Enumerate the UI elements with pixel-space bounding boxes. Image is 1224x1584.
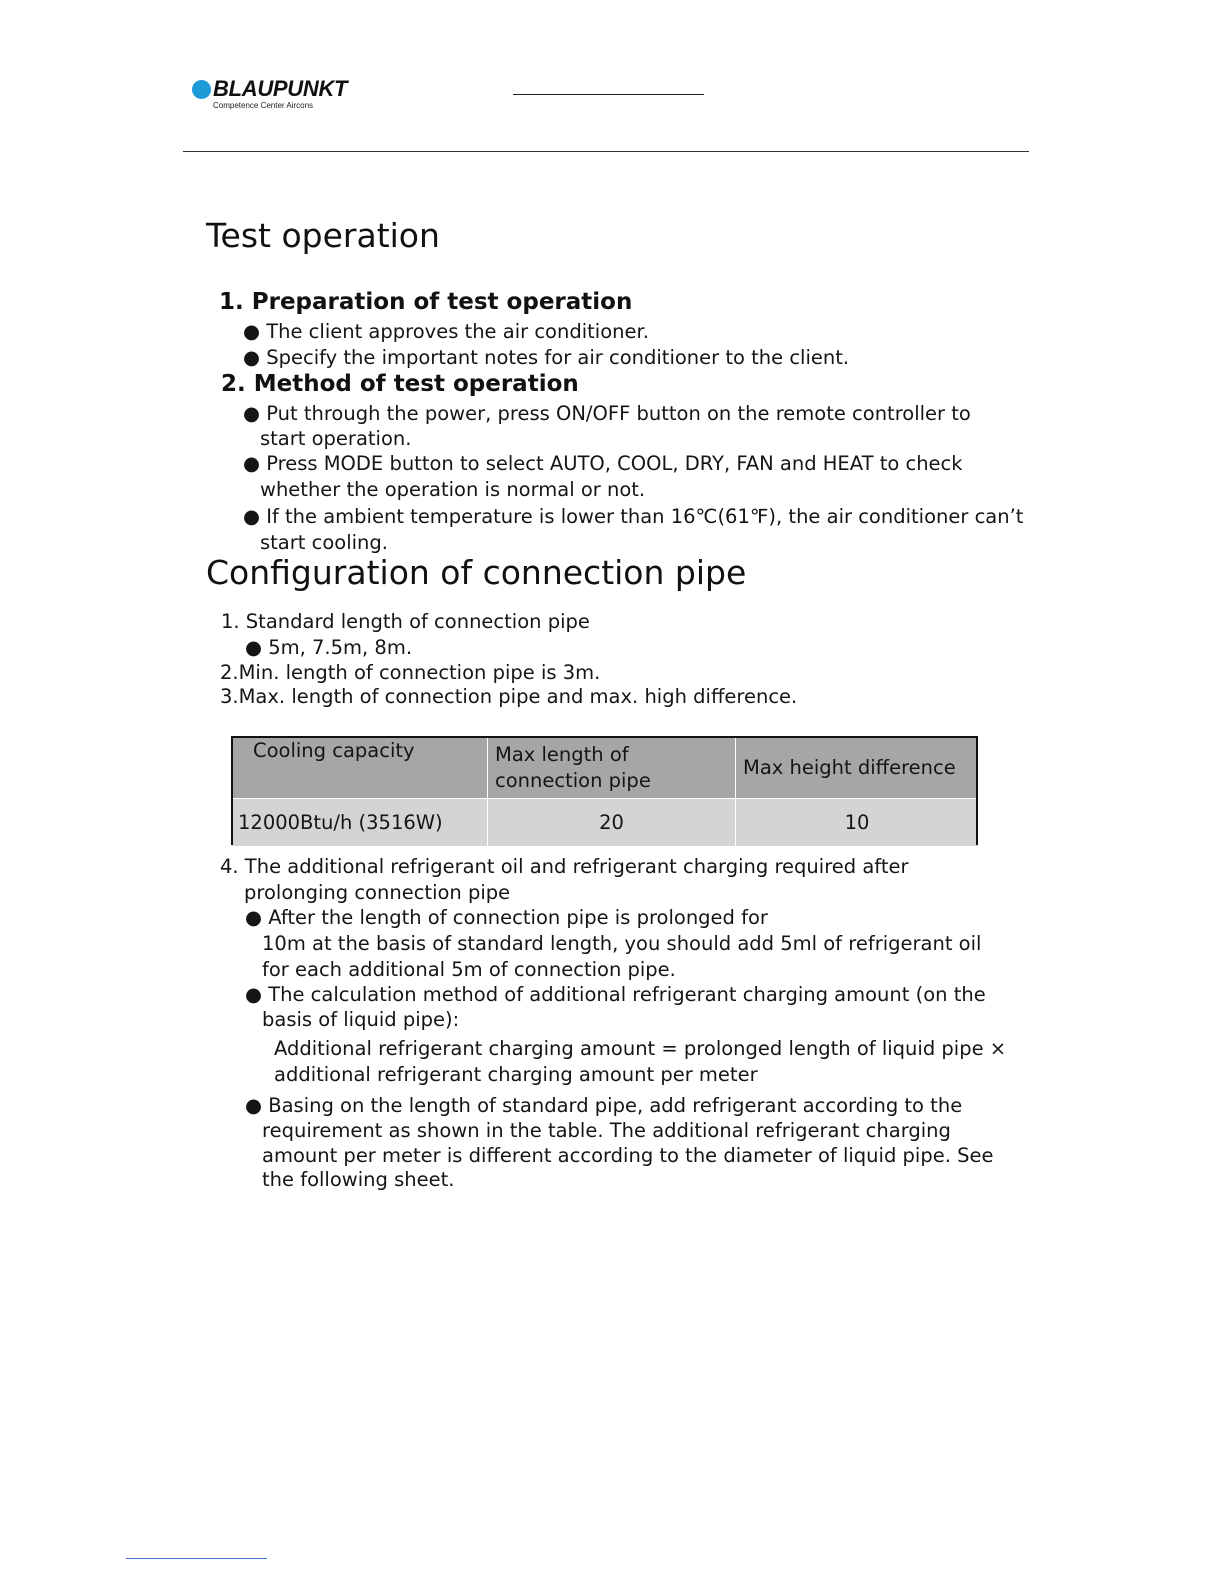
- list-item: ● Put through the power, press ON/OFF button on the remote controller to: [243, 402, 971, 425]
- table-header-cell: [736, 737, 979, 799]
- list-item: 2.Min. length of connection pipe is 3m.: [220, 661, 601, 684]
- list-item: ● If the ambient temperature is lower than 16℃(61℉), the air conditioner can’t: [243, 505, 1024, 528]
- table-row: [232, 799, 979, 847]
- list-item: 1. Standard length of connection pipe: [221, 610, 590, 633]
- formula-line: Additional refrigerant charging amount = prolonged length of liquid pipe ×: [274, 1037, 1007, 1060]
- list-item-continuation: start cooling.: [260, 531, 388, 554]
- header-rule: [183, 151, 1029, 152]
- formula-line: additional refrigerant charging amount per meter: [274, 1063, 758, 1086]
- list-item: ● After the length of connection pipe is prolonged for: [245, 906, 768, 929]
- brand-subtitle: Competence Center Aircons: [213, 101, 314, 110]
- table-cell: [232, 799, 488, 847]
- table-header-cell: [232, 737, 488, 799]
- list-item: 4. The additional refrigerant oil and refrigerant charging required after: [220, 855, 909, 878]
- list-item-continuation: 10m at the basis of standard length, you should add 5ml of refrigerant oil: [262, 932, 982, 955]
- header-max-length-line1: Max length of: [495, 743, 629, 766]
- list-item-continuation: start operation.: [260, 427, 412, 450]
- table-cell: [736, 799, 979, 847]
- list-item: ● Specify the important notes for air conditioner to the client.: [243, 346, 850, 369]
- list-item-continuation: the following sheet.: [262, 1168, 455, 1191]
- list-item-continuation: amount per meter is different according to the diameter of liquid pipe. See: [262, 1144, 994, 1167]
- table-header-row: [232, 737, 979, 799]
- list-item: ● The client approves the air conditioner.: [243, 320, 649, 343]
- brand-logo-dot: [192, 80, 211, 99]
- list-item-continuation: basis of liquid pipe):: [262, 1008, 460, 1031]
- header-max-height: Max height difference: [743, 756, 956, 779]
- brand-logo: BLAUPUNKT: [213, 76, 348, 101]
- list-item-continuation: whether the operation is normal or not.: [260, 478, 646, 501]
- subsection-title-preparation: 1. Preparation of test operation: [219, 289, 633, 315]
- cell-max-length: 20: [599, 811, 624, 834]
- cell-max-height: 10: [844, 811, 870, 834]
- header-max-length-line2: connection pipe: [495, 769, 651, 792]
- list-item: ● Basing on the length of standard pipe, add refrigerant according to the: [245, 1094, 963, 1117]
- header-cooling-capacity: Cooling capacity: [253, 739, 415, 762]
- pipe-spec-table: [231, 736, 979, 847]
- list-item-continuation: requirement as shown in the table. The additional refrigerant charging: [262, 1119, 951, 1142]
- footer-rule: [126, 1558, 267, 1559]
- section-title-test-operation: Test operation: [206, 216, 440, 255]
- list-item-continuation: for each additional 5m of connection pipe.: [262, 958, 676, 981]
- section-title-pipe-config: Configuration of connection pipe: [206, 553, 747, 592]
- table-border-left: [231, 736, 233, 845]
- list-item: 3.Max. length of connection pipe and max. high difference.: [220, 685, 798, 708]
- table-border-top: [231, 736, 978, 738]
- list-item: ● The calculation method of additional refrigerant charging amount (on the: [245, 983, 986, 1006]
- cell-cooling-capacity: 12000Btu/h (3516W): [238, 811, 443, 834]
- list-item-continuation: prolonging connection pipe: [244, 881, 511, 904]
- header-short-rule: [513, 94, 704, 95]
- table-border-right: [976, 736, 978, 845]
- list-item: ● 5m, 7.5m, 8m.: [245, 636, 413, 659]
- table-header-cell: [488, 737, 736, 799]
- list-item: ● Press MODE button to select AUTO, COOL, DRY, FAN and HEAT to check: [243, 452, 963, 475]
- table-cell: [488, 799, 736, 847]
- subsection-title-method: 2. Method of test operation: [221, 371, 579, 397]
